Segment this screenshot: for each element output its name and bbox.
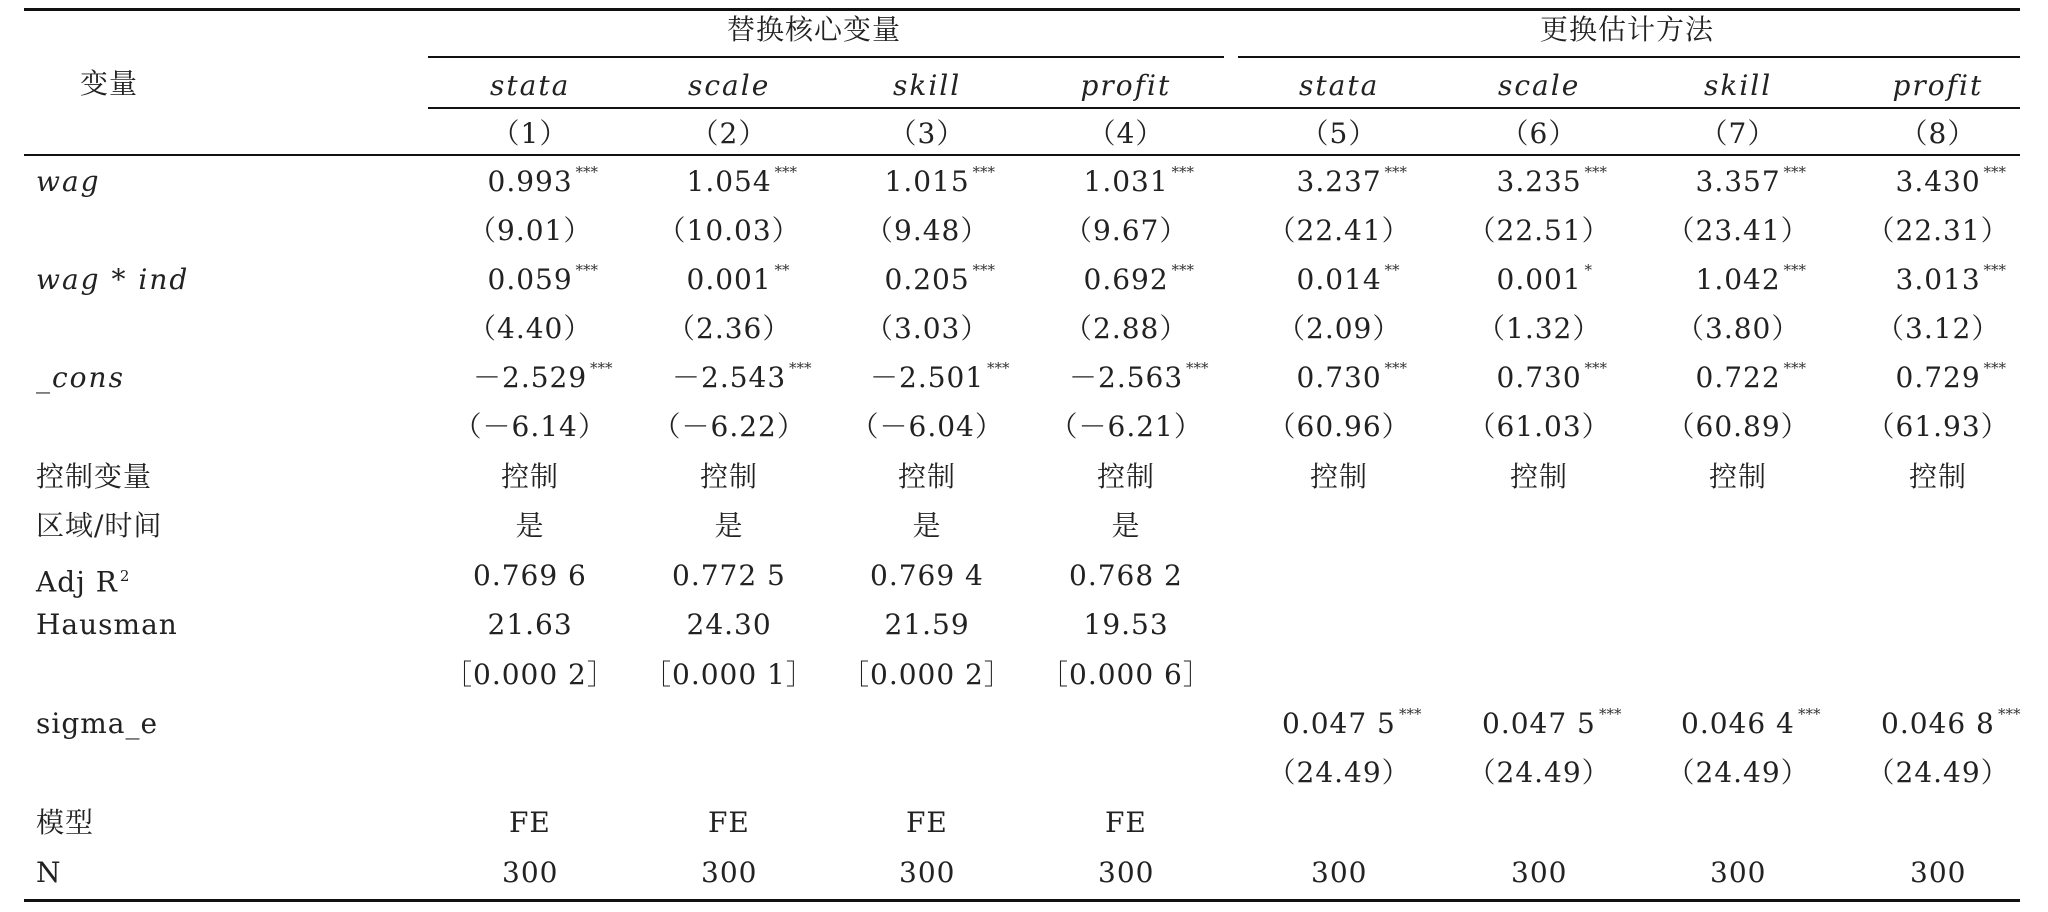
table-cell: ［0.000 2］ [444,658,616,691]
significance-stars: *** [972,261,995,279]
significance-stars: ** [1384,261,1400,279]
table-cell: 0.772 5 [672,559,786,592]
table-cell: 0.059 [487,263,573,296]
table-cell: FE [708,806,750,839]
table-cell: 0.769 4 [870,559,984,592]
table-cell: （10.03） [657,214,801,247]
table-cell: 0.014 [1296,263,1382,296]
row-label: sigma_e [36,707,159,740]
significance-stars: *** [1983,163,2006,181]
table-cell: 控制 [898,460,957,493]
table-cell: 21.63 [487,608,573,641]
table-cell: 控制 [501,460,560,493]
table-cell: 0.205 [884,263,970,296]
significance-stars: *** [575,261,598,279]
table-cell: （2.09） [1277,312,1402,345]
group-header-replace-core-variable: 替换核心变量 [727,13,902,46]
superscript: 2 [119,567,131,585]
table-cell: 控制 [1310,460,1369,493]
column-header-skill: skill [1704,69,1773,102]
row-label: _cons [36,361,125,394]
significance-stars: *** [1783,359,1806,377]
column-header-profit: profit [1892,69,1984,102]
table-cell: －2.543 [672,361,787,394]
top-rule [24,8,2020,11]
significance-stars: *** [1783,163,1806,181]
table-cell: ［0.000 1］ [643,658,815,691]
table-cell: ［0.000 6］ [1040,658,1212,691]
significance-stars: *** [1798,705,1821,723]
table-cell: （24.49） [1866,756,2010,789]
table-cell: （9.48） [865,214,990,247]
row-label: 区域/时间 [36,509,163,542]
significance-stars: *** [575,163,598,181]
table-cell: 300 [1098,856,1155,889]
table-cell: （61.03） [1467,410,1611,443]
table-cell: （60.89） [1666,410,1810,443]
variable-header: 变量 [80,67,139,100]
table-cell: （2.88） [1064,312,1189,345]
table-cell: －2.563 [1069,361,1184,394]
significance-stars: *** [1384,163,1407,181]
table-cell: （4.40） [468,312,593,345]
table-cell: 1.015 [884,165,970,198]
column-header-scale: scale [1498,69,1581,102]
column-header-stata: stata [1299,69,1380,102]
table-cell: 控制 [1709,460,1768,493]
table-cell: （24.49） [1467,756,1611,789]
table-cell: 0.768 2 [1069,559,1183,592]
bottom-rule [24,899,2020,902]
significance-stars: *** [789,359,812,377]
column-number: （8） [1899,117,1977,150]
table-cell: 24.30 [686,608,772,641]
row-label: Adj R $^2$ [36,565,131,599]
table-cell: 0.730 [1496,361,1582,394]
row-label: wag * ind [36,263,190,296]
table-cell: 是 [515,509,545,542]
significance-stars: *** [1983,261,2006,279]
table-cell: 控制 [1909,460,1968,493]
table-cell: 0.047 5 [1482,707,1596,740]
table-cell: 0.001 [686,263,772,296]
significance-stars: *** [1171,163,1194,181]
table-cell: 3.235 [1496,165,1582,198]
table-cell: FE [509,806,551,839]
table-cell: （24.49） [1666,756,1810,789]
column-header-profit: profit [1080,69,1172,102]
column-number: （5） [1300,117,1378,150]
significance-stars: * [1584,261,1592,279]
significance-stars: *** [1171,261,1194,279]
significance-stars: *** [1584,359,1607,377]
table-cell: （－6.21） [1049,410,1203,443]
table-cell: （23.41） [1666,214,1810,247]
table-cell: 0.993 [487,165,573,198]
significance-stars: ** [774,261,790,279]
row-label: 控制变量 [36,460,153,493]
table-cell: （22.51） [1467,214,1611,247]
table-cell: （24.49） [1267,756,1411,789]
group-header-change-estimation-method: 更换估计方法 [1540,13,1715,46]
table-cell: 1.054 [686,165,772,198]
table-cell: －2.529 [473,361,588,394]
table-cell: （22.41） [1267,214,1411,247]
row-label: wag [36,165,101,198]
table-cell: （－6.14） [453,410,607,443]
significance-stars: *** [1186,359,1209,377]
significance-stars: *** [590,359,613,377]
table-cell: （2.36） [667,312,792,345]
table-cell: （－6.04） [850,410,1004,443]
table-cell: 21.59 [884,608,970,641]
table-cell: 300 [1710,856,1767,889]
table-cell: 控制 [1510,460,1569,493]
table-cell: 是 [912,509,942,542]
table-cell: （－6.22） [652,410,806,443]
table-cell: 0.730 [1296,361,1382,394]
table-cell: 控制 [700,460,759,493]
table-cell: （22.31） [1866,214,2010,247]
table-cell: 300 [502,856,559,889]
significance-stars: *** [972,163,995,181]
table-cell: 3.013 [1895,263,1981,296]
significance-stars: *** [1783,261,1806,279]
table-cell: 300 [899,856,956,889]
table-cell: 300 [701,856,758,889]
table-cell: 3.357 [1695,165,1781,198]
table-cell: FE [906,806,948,839]
table-cell: 300 [1910,856,1967,889]
table-cell: 是 [1111,509,1141,542]
table-cell: 0.047 5 [1282,707,1396,740]
table-cell: 1.031 [1083,165,1169,198]
table-cell: 0.046 8 [1881,707,1995,740]
table-cell: 3.237 [1296,165,1382,198]
column-number: （2） [690,117,768,150]
column-number: （6） [1500,117,1578,150]
table-cell: 1.042 [1695,263,1781,296]
column-number: （3） [888,117,966,150]
table-cell: 0.722 [1695,361,1781,394]
row-label: Hausman [36,608,178,641]
table-cell: （61.93） [1866,410,2010,443]
table-cell: 0.001 [1496,263,1582,296]
group2-rule [1238,56,2020,58]
table-cell: 0.729 [1895,361,1981,394]
row-label: N [36,856,62,889]
table-cell: 控制 [1097,460,1156,493]
table-cell: （9.67） [1064,214,1189,247]
significance-stars: *** [1998,705,2021,723]
column-number: （1） [491,117,569,150]
table-cell: （3.12） [1876,312,2001,345]
significance-stars: *** [1384,359,1407,377]
column-header-skill: skill [893,69,962,102]
table-cell: 3.430 [1895,165,1981,198]
table-cell: 19.53 [1083,608,1169,641]
table-cell: （3.80） [1676,312,1801,345]
table-cell: －2.501 [870,361,985,394]
column-header-stata: stata [490,69,571,102]
table-cell: 0.692 [1083,263,1169,296]
significance-stars: *** [1584,163,1607,181]
table-cell: （9.01） [468,214,593,247]
table-cell: （3.03） [865,312,990,345]
significance-stars: *** [987,359,1010,377]
subheader-rule [428,107,2020,109]
column-header-scale: scale [688,69,771,102]
significance-stars: *** [1983,359,2006,377]
table-cell: 300 [1311,856,1368,889]
table-cell: （1.32） [1477,312,1602,345]
row-label: 模型 [36,806,95,839]
column-number: （4） [1087,117,1165,150]
table-cell: 0.046 4 [1681,707,1795,740]
table-cell: 300 [1511,856,1568,889]
significance-stars: *** [1399,705,1422,723]
significance-stars: *** [1599,705,1622,723]
table-cell: （60.96） [1267,410,1411,443]
significance-stars: *** [774,163,797,181]
table-cell: ［0.000 2］ [841,658,1013,691]
header-bottom-rule [24,154,2020,156]
column-number: （7） [1699,117,1777,150]
table-cell: 是 [714,509,744,542]
table-cell: 0.769 6 [473,559,587,592]
table-cell: FE [1105,806,1147,839]
group1-rule [428,56,1224,58]
